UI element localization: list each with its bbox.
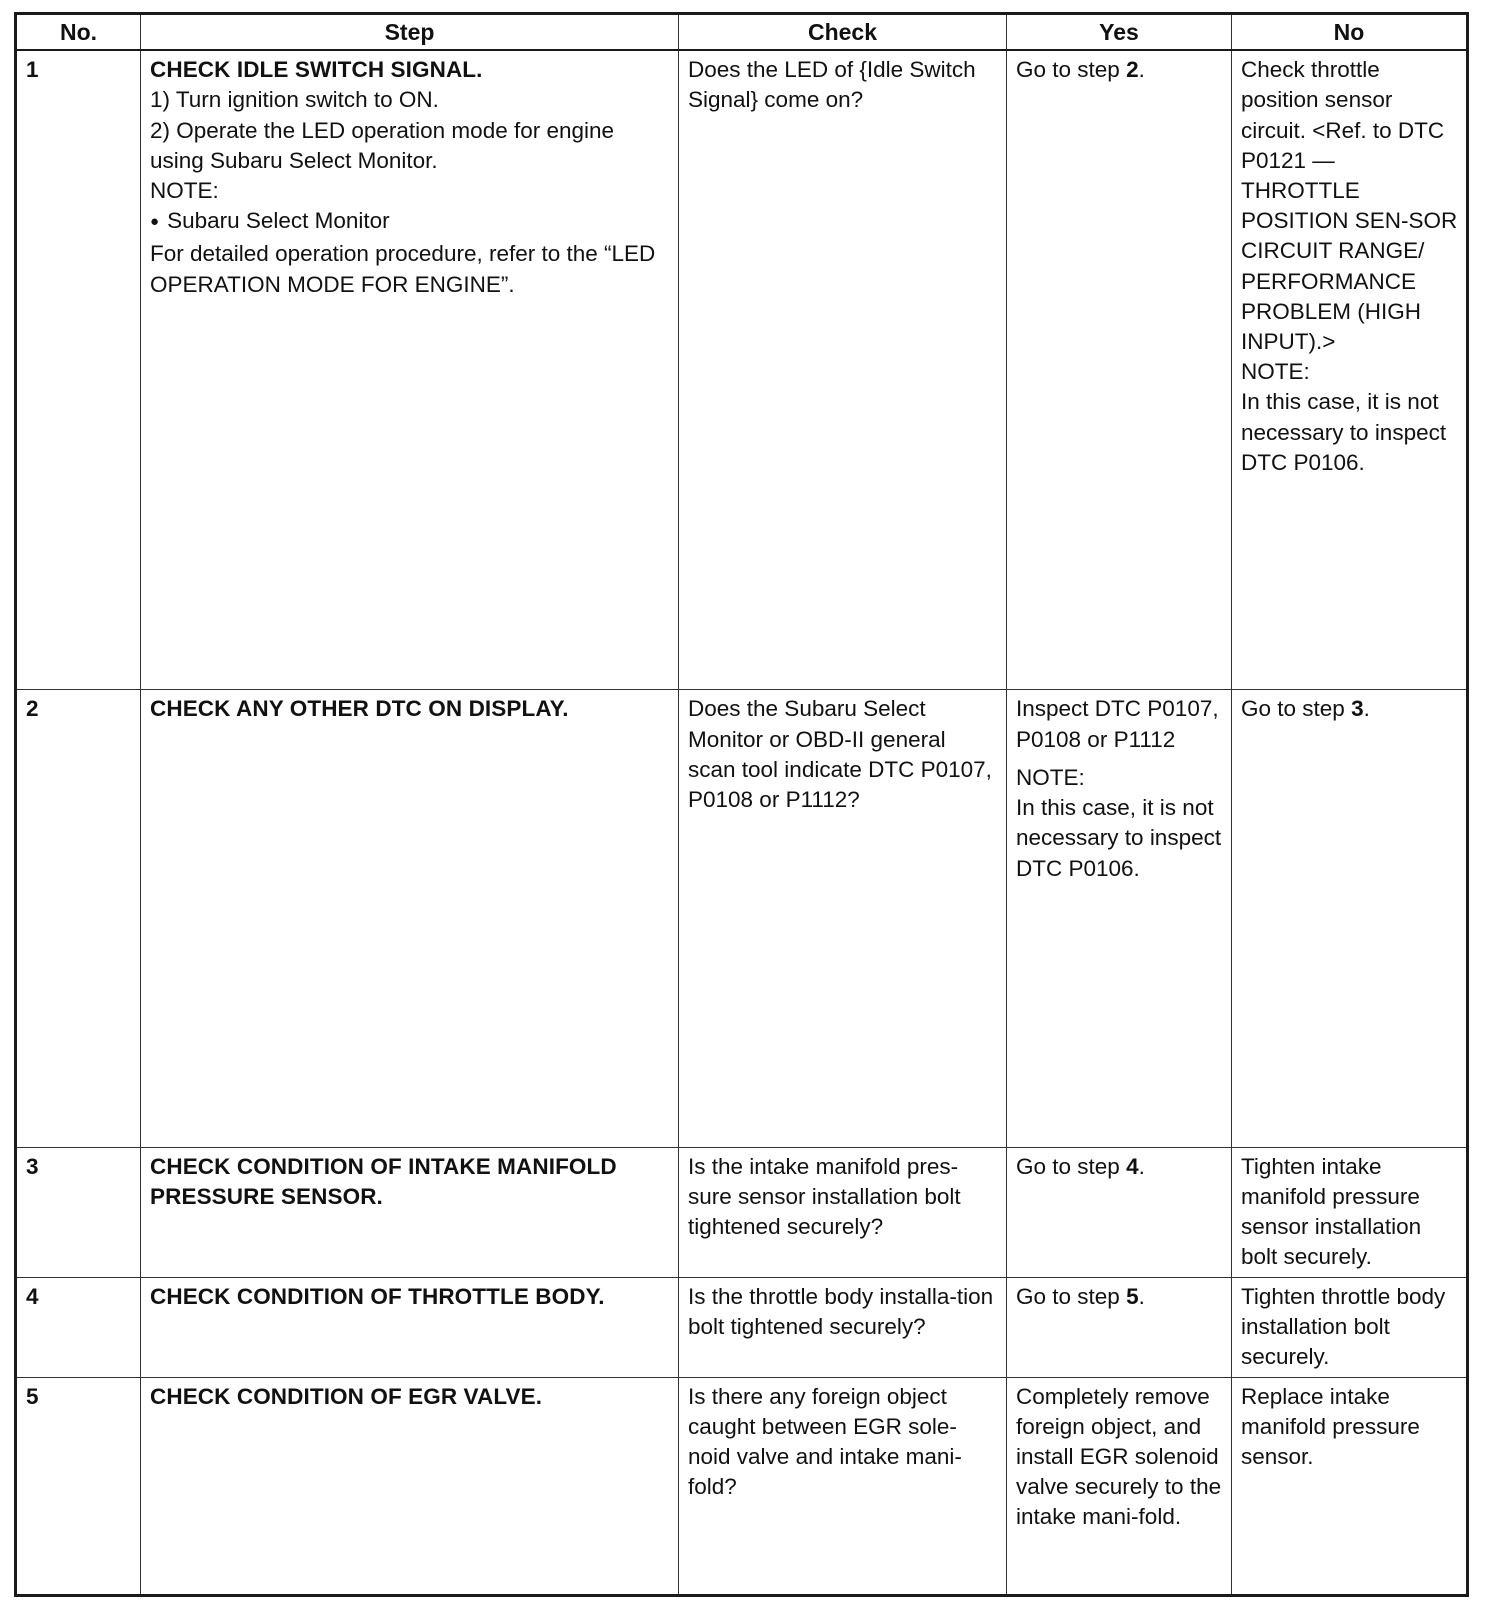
step-title: CHECK ANY OTHER DTC ON DISPLAY. <box>150 696 569 722</box>
yes-step-number: 2 <box>1126 57 1139 83</box>
table-row <box>16 50 1468 690</box>
no-cell: Replace intake manifold pressure sensor. <box>1232 1377 1468 1595</box>
table-row <box>16 1377 1468 1595</box>
yes-note-label: NOTE: <box>1016 764 1085 790</box>
yes-cell <box>1007 50 1232 690</box>
yes-text: Go to step <box>1016 1284 1127 1310</box>
yes-cell <box>1007 1147 1232 1277</box>
table-row <box>16 1147 1468 1277</box>
no-text: Go to step <box>1241 696 1352 722</box>
no-cell <box>1232 690 1468 1147</box>
step-note-label: NOTE: <box>150 178 219 204</box>
yes-cell <box>1007 690 1232 1147</box>
step-note-text: Subaru Select Monitor <box>167 208 390 234</box>
yes-suffix: . <box>1138 1153 1145 1179</box>
check-cell: Is the throttle body installa-tion bolt tightened securely? <box>679 1278 1007 1378</box>
step-cell <box>141 690 679 1147</box>
step-line: 1) Turn ignition switch to ON. <box>150 87 439 113</box>
no-cell: Tighten intake manifold pressure sensor installation bolt securely. <box>1232 1147 1468 1277</box>
step-cell <box>141 1377 679 1595</box>
yes-suffix: . <box>1138 57 1145 83</box>
yes-text: Go to step <box>1016 1153 1127 1179</box>
header-step: Step <box>141 14 679 51</box>
row-number: 1 <box>16 50 141 690</box>
header-check: Check <box>679 14 1007 51</box>
row-number: 2 <box>16 690 141 1147</box>
diagnostic-procedure-sheet <box>14 12 1466 1597</box>
step-title: CHECK CONDITION OF EGR VALVE. <box>150 1383 543 1409</box>
step-cell <box>141 1147 679 1277</box>
yes-text: Go to step <box>1016 57 1127 83</box>
no-text: Check throttle position sensor circuit. <Ref. to DTC P0121 — THROTTLE POSITION SEN-SOR CIRCUIT RANGE/ PERFORMANCE PROBLEM (HIGH INPUT).> <box>1241 57 1458 355</box>
step-cell <box>141 50 679 690</box>
check-cell: Does the LED of {Idle Switch Signal} come on? <box>679 50 1007 690</box>
yes-cell <box>1007 1278 1232 1378</box>
table-header-row <box>16 14 1468 51</box>
row-number: 4 <box>16 1278 141 1378</box>
step-line: 2) Operate the LED operation mode for engine using Subaru Select Monitor. <box>150 117 615 173</box>
no-suffix: . <box>1363 696 1370 722</box>
no-cell <box>1232 50 1468 690</box>
check-cell: Is the intake manifold pres-sure sensor installation bolt tightened securely? <box>679 1147 1007 1277</box>
yes-step-number: 4 <box>1126 1153 1139 1179</box>
step-line: For detailed operation procedure, refer to the “LED OPERATION MODE FOR ENGINE”. <box>150 241 656 297</box>
row-number: 3 <box>16 1147 141 1277</box>
table-row <box>16 1278 1468 1378</box>
yes-cell: Completely remove foreign object, and install EGR solenoid valve securely to the intake mani-fold. <box>1007 1377 1232 1595</box>
diagnostic-table <box>14 12 1469 1597</box>
step-title: CHECK CONDITION OF INTAKE MANIFOLD PRESSURE SENSOR. <box>150 1153 617 1209</box>
no-note-text: In this case, it is not necessary to inspect DTC P0106. <box>1241 389 1447 475</box>
check-cell: Is there any foreign object caught between EGR sole-noid valve and intake mani-fold? <box>679 1377 1007 1595</box>
yes-note-text: In this case, it is not necessary to inspect DTC P0106. <box>1016 795 1222 881</box>
header-no: No. <box>16 14 141 51</box>
header-yes: Yes <box>1007 14 1232 51</box>
step-title: CHECK IDLE SWITCH SIGNAL. <box>150 57 483 83</box>
no-cell: Tighten throttle body installation bolt securely. <box>1232 1278 1468 1378</box>
yes-text: Inspect DTC P0107, P0108 or P1112 <box>1016 696 1219 752</box>
step-cell <box>141 1278 679 1378</box>
bullet-icon <box>150 208 167 233</box>
yes-step-number: 5 <box>1126 1284 1139 1310</box>
no-step-number: 3 <box>1351 696 1364 722</box>
row-number: 5 <box>16 1377 141 1595</box>
header-no-result: No <box>1232 14 1468 51</box>
check-cell: Does the Subaru Select Monitor or OBD-II general scan tool indicate DTC P0107, P0108 or P1112? <box>679 690 1007 1147</box>
yes-suffix: . <box>1138 1284 1145 1310</box>
step-title: CHECK CONDITION OF THROTTLE BODY. <box>150 1284 605 1310</box>
table-row <box>16 690 1468 1147</box>
step-note-item <box>150 206 670 239</box>
no-note-label: NOTE: <box>1241 359 1310 385</box>
